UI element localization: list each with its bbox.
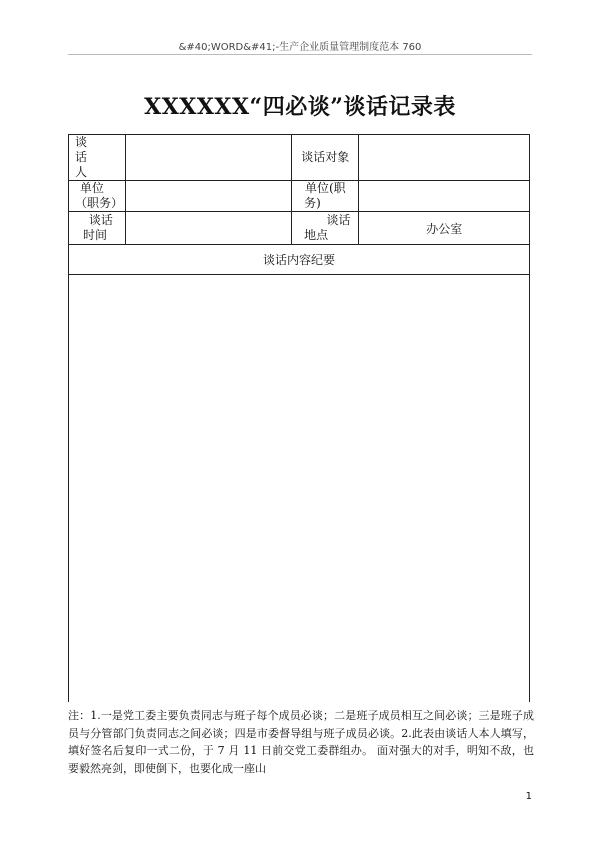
right-unit-label-line2: 务) bbox=[304, 196, 321, 210]
form-row-units bbox=[69, 181, 530, 212]
form-row-time-place bbox=[69, 212, 530, 245]
content-summary-area[interactable] bbox=[68, 266, 530, 702]
left-unit-label-line2: （职务） bbox=[75, 196, 124, 210]
interview-form-table bbox=[68, 134, 530, 275]
place-field[interactable]: 办公室 bbox=[359, 212, 530, 245]
place-label-line1: 谈话 bbox=[326, 213, 351, 227]
interviewee-field[interactable] bbox=[359, 135, 530, 181]
form-row-participants bbox=[69, 135, 530, 181]
page-number: 1 bbox=[525, 791, 532, 802]
interviewee-label: 谈话对象 bbox=[292, 135, 359, 181]
right-unit-field[interactable] bbox=[359, 181, 530, 212]
time-field[interactable] bbox=[125, 212, 291, 245]
interviewer-field[interactable] bbox=[125, 135, 291, 181]
right-unit-label-line1: 单位(职 bbox=[304, 181, 346, 195]
right-unit-label bbox=[292, 181, 359, 212]
left-unit-field[interactable] bbox=[125, 181, 291, 212]
page-header: &#40;WORD&#41;-生产企业质量管理制度范本 760 bbox=[178, 42, 422, 53]
time-label-line1: 谈话 bbox=[88, 213, 113, 227]
time-label bbox=[69, 212, 126, 245]
interviewer-label: 谈 话 人 bbox=[69, 135, 126, 181]
content-summary-heading: 谈话内容纪要 bbox=[69, 245, 530, 275]
left-unit-label-line1: 单位 bbox=[79, 181, 104, 195]
time-label-line2: 时间 bbox=[83, 228, 108, 242]
document-title: XXXXXX“四必谈”谈话记录表 bbox=[144, 94, 456, 120]
footnote: 注：1.一是党工委主要负责同志与班子每个成员必谈；二是班子成员相互之间必谈；三是班子成员与分管部门负责同志之间必谈；四是市委督导组与班子成员必谈。2.此表由谈话人本人填写，填好签名后复印一式二份，于 7 月 11 日前交党工委群组办。 面对强大的对手，明知不敌，也要毅然亮剑，即使倒下，也要化成一座山 bbox=[68, 709, 534, 775]
place-label-line2: 地点 bbox=[304, 228, 329, 242]
header-divider bbox=[68, 54, 532, 55]
left-unit-label bbox=[69, 181, 126, 212]
place-label bbox=[292, 212, 359, 245]
